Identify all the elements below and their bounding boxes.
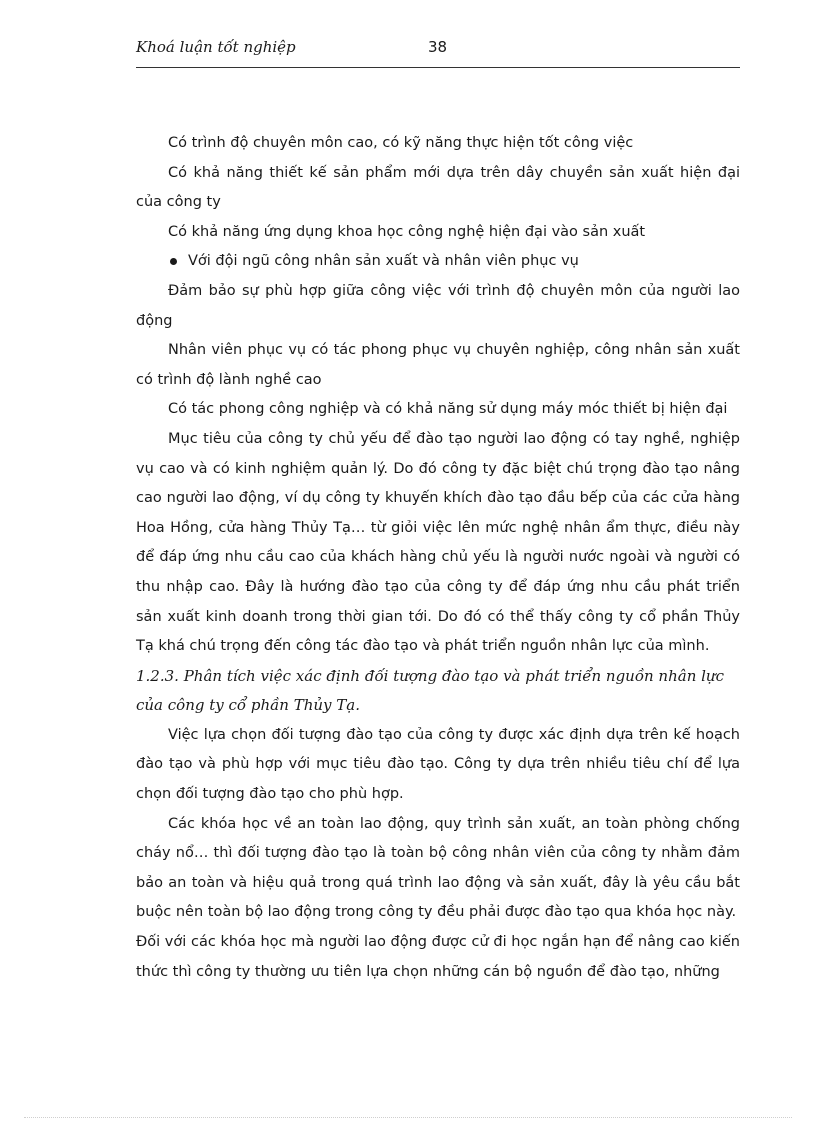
page-body — [136, 129, 740, 987]
footer-divider — [24, 1117, 792, 1118]
page-number: 38 — [428, 38, 448, 56]
document-title: Khoá luận tốt nghiệp — [136, 38, 296, 56]
paragraph-7: Mục tiêu của công ty chủ yếu để đào tạo người lao động có tay nghề, nghiệp vụ cao và có kinh nghiệm quản lý. Do đó công ty đặc biệt chú trọng đào tạo nâng cao người lao động, ví dụ công ty khuyến khích đào tạo đầu bếp của các cửa hàng Hoa Hồng, cửa hàng Thủy Tạ… từ giỏi việc lên mức nghệ nhân ẩm thực, điều này để đáp ứng nhu cầu cao của khách hàng chủ yếu là người nước ngoài và người có thu nhập cao. Đây là hướng đào tạo của công ty để đáp ứng nhu cầu phát triển sản xuất kinh doanh trong thời gian tới. Do đó có thể thấy công ty cổ phần Thủy Tạ khá chú trọng đến công tác đào tạo và phát triển nguồn nhân lực của mình. — [136, 430, 740, 655]
paragraph-8: Việc lựa chọn đối tượng đào tạo của công ty được xác định dựa trên kế hoạch đào tạo và phù hợp với mục tiêu đào tạo. Công ty dựa trên nhiều tiêu chí để lựa chọn đối tượng đào tạo cho phù hợp. — [136, 726, 740, 803]
paragraph-9: Các khóa học về an toàn lao động, quy trình sản xuất, an toàn phòng chống cháy nổ… thì đối tượng đào tạo là toàn bộ công nhân viên của công ty nhằm đảm bảo an toàn và hiệu quả trong quá trình lao động và sản xuất, đây là yêu cầu bắt buộc nên toàn bộ lao động trong công ty đều phải được đào tạo qua khóa học này. — [136, 815, 740, 921]
bullet-item — [136, 247, 740, 277]
paragraph-5: Nhân viên phục vụ có tác phong phục vụ chuyên nghiệp, công nhân sản xuất có trình độ lành nghề cao — [136, 342, 740, 388]
section-heading: 1.2.3. Phân tích việc xác định đối tượng đào tạo và phát triển nguồn nhân lực của công ty cổ phần Thủy Tạ. — [136, 666, 724, 715]
paragraph-4: Đảm bảo sự phù hợp giữa công việc với trình độ chuyên môn của người lao động — [136, 282, 740, 329]
page-header — [136, 38, 740, 68]
paragraph-1: Có trình độ chuyên môn cao, có kỹ năng thực hiện tốt công việc — [168, 135, 634, 151]
paragraph-2: Có khả năng thiết kế sản phẩm mới dựa trên dây chuyền sản xuất hiện đại của công ty — [136, 164, 740, 211]
header-divider — [136, 67, 740, 68]
paragraph-6: Có tác phong công nghiệp và có khả năng sử dụng máy móc thiết bị hiện đại — [168, 401, 728, 418]
paragraph-10: Đối với các khóa học mà người lao động được cử đi học ngắn hạn để nâng cao kiến thức thì công ty thường ưu tiên lựa chọn những cán bộ nguồn để đào tạo, những — [136, 934, 740, 980]
paragraph-3: Có khả năng ứng dụng khoa học công nghệ hiện đại vào sản xuất — [168, 223, 646, 240]
bullet-text: Với đội ngũ công nhân sản xuất và nhân viên phục vụ — [188, 253, 579, 270]
